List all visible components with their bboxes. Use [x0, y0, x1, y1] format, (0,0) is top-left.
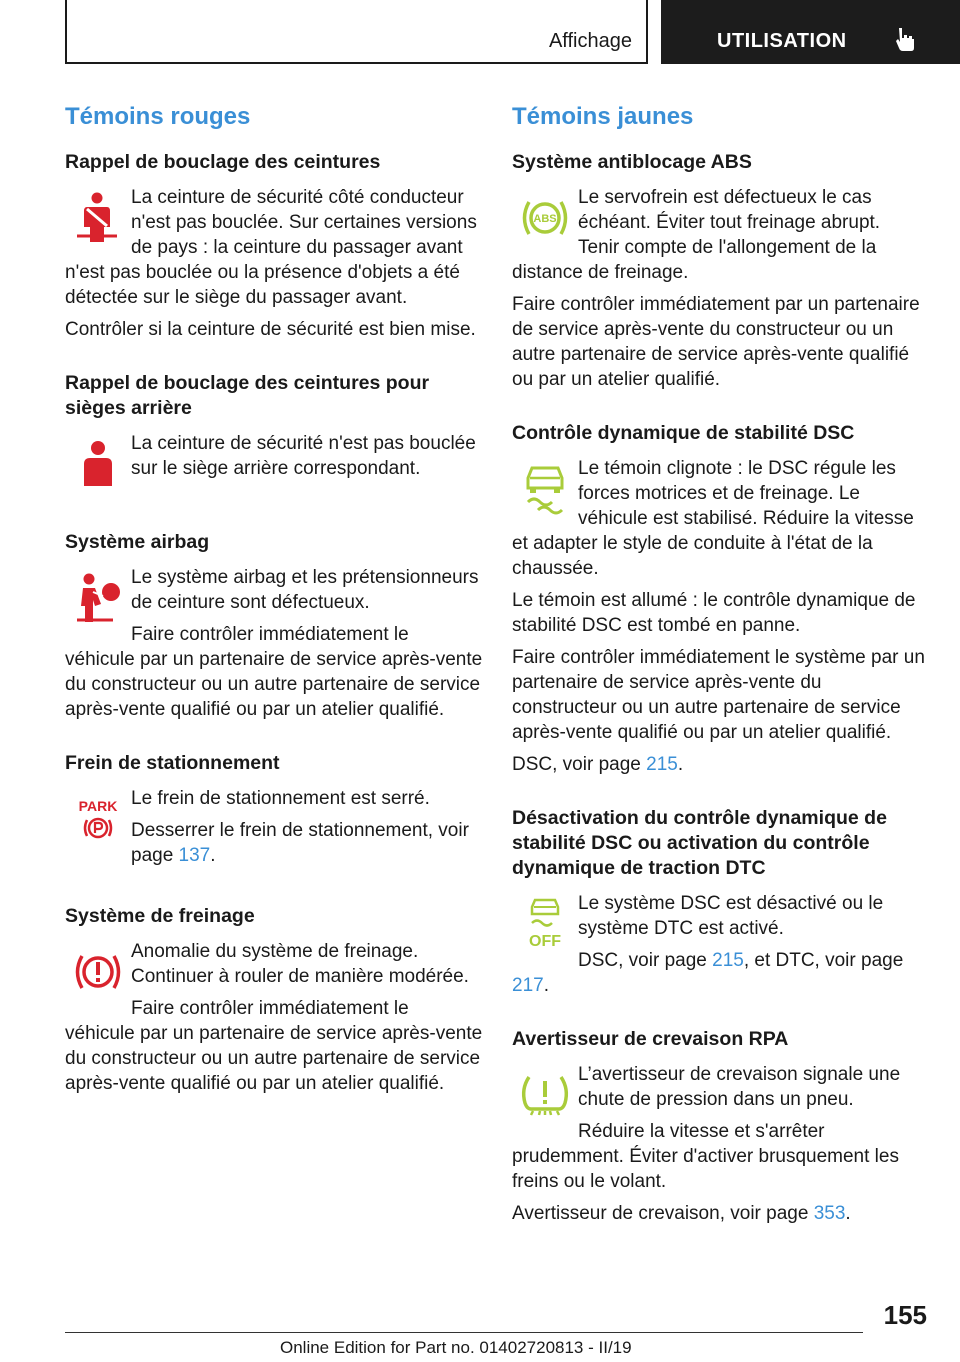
entry-text: La ceinture de sécurité n'est pas bouclée sur le siège arrière correspondant.	[131, 433, 476, 479]
footer-divider	[65, 1332, 863, 1333]
dsc-off-icon	[512, 891, 578, 957]
entry-heading: Avertisseur de crevaison RPA	[512, 1028, 789, 1050]
entry-text: Réduire la vitesse et s'arrêter prudemment. Éviter d'activer brusquement les freins ou le volant.	[512, 1121, 899, 1192]
entry-heading: Rappel de bouclage des ceintures pour sièges arrière	[65, 372, 430, 419]
entry-text: Faire contrôler immédiatement le véhicule par un partenaire de service après-vente du constructeur ou un autre partenaire de service après-vente qualifié ou par un atelier qualifié.	[65, 624, 483, 720]
footer-edition-text: Online Edition for Part no. 01402720813 - II/19	[280, 1338, 632, 1357]
entry-text: Anomalie du système de freinage. Continuer à rouler de manière modérée.	[131, 941, 469, 987]
entry-text: Faire contrôler immédiatement le véhicule par un partenaire de service après-vente du constructeur ou un autre partenaire de service après-vente qualifié ou par un atelier qualifié.	[65, 998, 483, 1094]
entry-heading: Système airbag	[65, 531, 210, 553]
red-warnings-column	[65, 100, 483, 1125]
entry-heading: Frein de stationnement	[65, 752, 280, 774]
entry-text: Faire contrôler immédiatement par un partenaire de service après-vente du constructeur ou un autre partenaire de service après-vente qualifié ou par un atelier qualifié.	[512, 294, 920, 390]
yellow-warnings-column	[512, 100, 926, 1255]
entry-text: Contrôler si la ceinture de sécurité est bien mise.	[65, 319, 476, 340]
entry-text-part: DSC, voir page	[512, 754, 647, 775]
page-link-215[interactable]: 215	[712, 950, 744, 971]
entry-heading: Contrôle dynamique de stabilité DSC	[512, 422, 855, 444]
entry-text-part: .	[677, 754, 684, 775]
entry-text: Le frein de stationnement est serré.	[131, 788, 430, 809]
entry-text: Faire contrôler immédiatement le système par un partenaire de service après-vente du constructeur ou un autre partenaire de service après-vente qualifié ou par un atelier qualifié.	[512, 647, 925, 743]
entry-text-part: .	[210, 845, 216, 866]
header-chapter-label: UTILISATION	[717, 30, 847, 52]
brake-warning-icon	[65, 939, 131, 1005]
seatbelt-icon	[65, 185, 131, 251]
page-link-353[interactable]: 353	[813, 1203, 846, 1224]
entry-brake-system	[65, 904, 483, 1096]
section-title-yellow: Témoins jaunes	[512, 103, 694, 130]
entry-text-part: Avertisseur de crevaison, voir page	[512, 1203, 814, 1224]
park-brake-icon	[65, 786, 131, 852]
dsc-off-icon-text: OFF	[529, 933, 561, 950]
entry-text-part: .	[543, 975, 549, 996]
entry-dsc	[512, 421, 926, 777]
entry-text	[512, 752, 926, 777]
entry-rear-seatbelt	[65, 371, 483, 501]
entry-text: Le témoin clignote : le DSC régule les forces motrices et de freinage. Le véhicule est stabilisé. Réduire la vitesse et adapter le style de conduite à l'état de la chaussée.	[512, 458, 914, 579]
entry-text-part: Desserrer le frein de stationnement, voir page	[131, 820, 469, 866]
entry-tire-pressure	[512, 1027, 926, 1226]
entry-parking-brake	[65, 751, 483, 875]
airbag-icon	[65, 565, 131, 631]
header-section-tab	[65, 0, 648, 64]
entry-text-part: , et DTC, voir page	[743, 950, 904, 971]
entry-text: Le servofrein est défectueux le cas échéant. Éviter tout freinage abrupt. Tenir compte de l'allongement de la distance de freinage.	[512, 187, 881, 283]
entry-abs	[512, 150, 926, 392]
page-link-215[interactable]: 215	[646, 754, 678, 775]
entry-airbag	[65, 530, 483, 722]
entry-heading: Désactivation du contrôle dynamique de stabilité DSC ou activation du contrôle dynamique de traction DTC	[512, 807, 887, 879]
entry-text: Le témoin est allumé : le contrôle dynamique de stabilité DSC est tombé en panne.	[512, 590, 916, 636]
park-brake-icon-text: PARK	[78, 798, 118, 814]
page-link-217[interactable]: 217	[512, 975, 544, 996]
entry-heading: Système antiblocage ABS	[512, 151, 752, 173]
abs-icon	[512, 185, 578, 251]
entry-heading: Système de freinage	[65, 905, 255, 927]
entry-text: Le système DSC est désactivé ou le système DTC est activé.	[578, 893, 884, 939]
tire-pressure-icon	[512, 1062, 578, 1128]
dsc-icon	[512, 456, 578, 522]
header-section-label: Affichage	[548, 30, 632, 52]
entry-seatbelt-reminder	[65, 150, 483, 342]
entry-text-part: .	[845, 1203, 851, 1224]
entry-dsc-off	[512, 806, 926, 998]
entry-heading: Rappel de bouclage des ceintures	[65, 151, 381, 173]
page-number: 155	[883, 1300, 927, 1330]
entry-text: Le système airbag et les prétensionneurs de ceinture sont défectueux.	[131, 567, 479, 613]
entry-text: L’avertisseur de crevaison signale une chute de pression dans un pneu.	[578, 1064, 901, 1110]
rear-seat-person-icon	[65, 431, 131, 497]
entry-text-part: DSC, voir page	[578, 950, 713, 971]
entry-text: La ceinture de sécurité côté conducteur n'est pas bouclée. Sur certaines versions de pays : la ceinture du passager avant n'est pas bouclée ou la présence d'objets a été détectée sur le siège du passager avant.	[65, 187, 477, 308]
abs-icon-text: ABS	[533, 213, 557, 225]
section-title-red: Témoins rouges	[65, 103, 251, 130]
pointing-hand-icon	[895, 26, 917, 52]
header-chapter-tab	[661, 0, 960, 64]
page-link-137[interactable]: 137	[178, 845, 211, 866]
entry-text	[512, 1201, 926, 1226]
